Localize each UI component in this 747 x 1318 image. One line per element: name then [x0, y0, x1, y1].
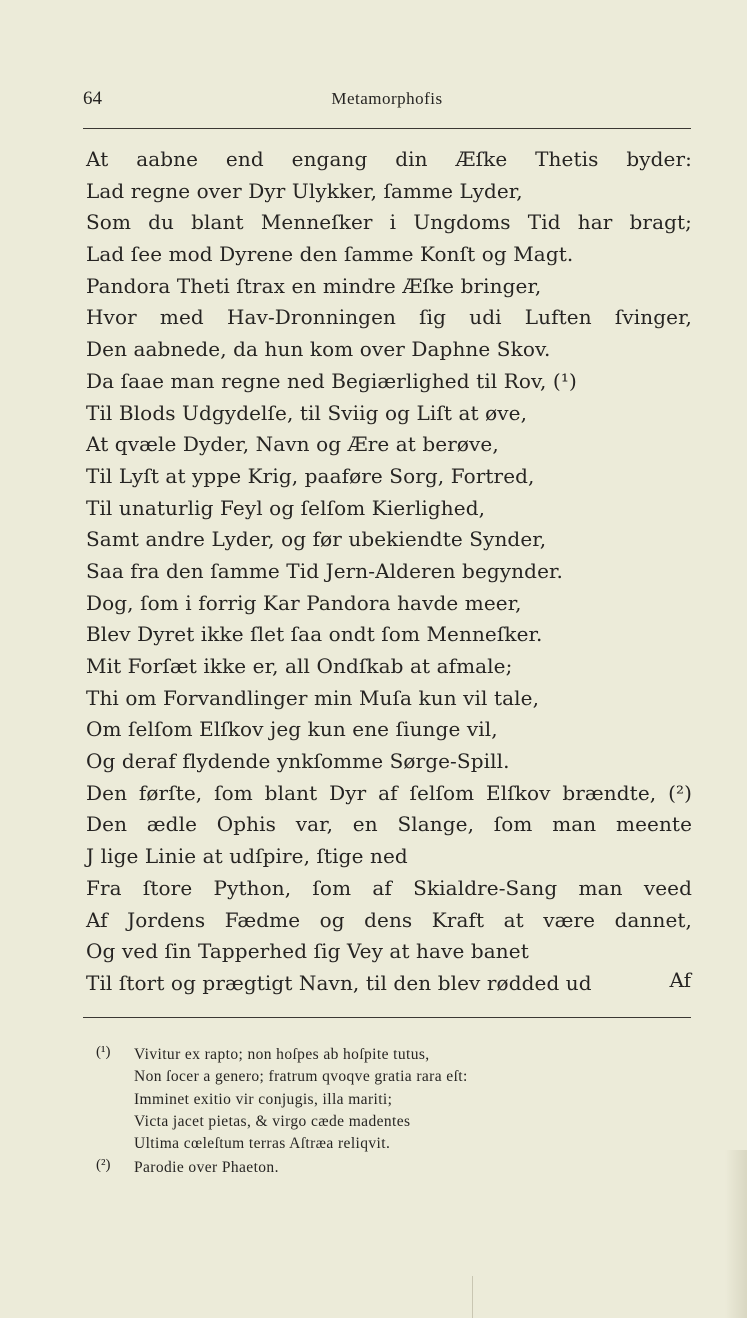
poem-line: Den ædle Ophis var, en Slange, ſom man meente: [86, 812, 692, 837]
poem-line: Da ſaae man regne ned Begiærlighed til Rov, (¹): [86, 368, 577, 393]
poem-line: Og deraf flydende ynkſomme Sørge-Spill.: [86, 749, 510, 774]
poem-text: [86, 144, 692, 1000]
footnote: [96, 1044, 616, 1155]
poem-line: Til ſtort og prægtigt Navn, til den blev rødded ud: [86, 970, 592, 995]
poem-line: Saa fra den ſamme Tid Jern-Alderen begynder.: [86, 558, 563, 583]
header-rule: [83, 128, 691, 129]
footnote-line: Non ſocer a genero; fratrum qvoqve gratia rara eſt:: [134, 1068, 468, 1086]
footnote-line: Vivitur ex rapto; non hoſpes ab hoſpite tutus,: [134, 1046, 430, 1063]
poem-line: Mit Forſæt ikke er, all Ondſkab at afmale;: [86, 654, 513, 678]
footnote-line: Ultima cœleſtum terras Aſtræa reliqvit.: [134, 1135, 391, 1153]
footnote: [96, 1157, 616, 1179]
poem-line: Dog, ſom i forrig Kar Pandora havde meer,: [86, 590, 522, 615]
page-header: [83, 88, 691, 118]
footnote-line: Imminet exitio vir conjugis, illa mariti;: [134, 1090, 393, 1108]
poem-line: Til Lyſt at yppe Krig, paaføre Sorg, Fortred,: [86, 463, 535, 488]
poem-line: Til Blods Udgydelſe, til Sviig og Liſt at øve,: [86, 400, 528, 425]
poem-line: Blev Dyret ikke ſlet ſaa ondt ſom Menneſker.: [86, 622, 543, 647]
running-title: Metamorphofis: [331, 89, 443, 108]
footnote-mark: (¹): [96, 1044, 111, 1060]
footnote-rule: [83, 1017, 691, 1018]
poem-line: At aabne end engang din Æſke Thetis byder:: [86, 147, 692, 171]
poem-line: Fra ſtore Python, ſom af Skialdre-Sang man veed: [86, 875, 692, 900]
footnote-mark: (²): [96, 1157, 111, 1174]
poem-line: Til unaturlig Feyl og ſelſom Kierlighed,: [86, 495, 486, 520]
poem-line: Af Jordens Fædme og dens Kraft at være dannet,: [86, 907, 692, 932]
poem-line: Den førſte, ſom blant Dyr af ſelſom Elſkov brændte, (²): [86, 780, 692, 805]
catchword: Af: [669, 968, 691, 992]
poem-line: Thi om Forvandlinger min Muſa kun vil tale,: [86, 685, 540, 710]
poem-line: Om ſelſom Elſkov jeg kun ene ſiunge vil,: [86, 717, 498, 742]
poem-line: Som du blant Menneſker i Ungdoms Tid har bragt;: [86, 210, 692, 235]
page-number: 64: [83, 88, 102, 109]
page-curl-shadow: [725, 1150, 747, 1318]
poem-line: Den aabnede, da hun kom over Daphne Skov.: [86, 337, 551, 362]
footnote-line: Victa jacet pietas, & virgo cæde madentes: [134, 1112, 411, 1130]
poem-line: Samt andre Lyder, og før ubekiendte Synder,: [86, 527, 547, 552]
poem-line: Lad regne over Dyr Ulykker, ſamme Lyder,: [86, 178, 523, 203]
poem-line: Lad ſee mod Dyrene den ſamme Konſt og Magt.: [86, 242, 574, 267]
footnote-line: Parodie over Phaeton.: [134, 1159, 279, 1177]
footnotes: [96, 1044, 616, 1180]
poem-line: Pandora Theti ſtrax en mindre Æſke bringer,: [86, 273, 542, 298]
poem-line: Og ved ſin Tapperhed ſig Vey at have banet: [86, 939, 529, 964]
poem-line: Hvor med Hav-Dronningen ſig udi Luften ſvinger,: [86, 305, 692, 330]
poem-line: At qvæle Dyder, Navn og Ære at berøve,: [86, 432, 499, 457]
page-edge-line: [472, 1276, 473, 1318]
poem-line: J lige Linie at udſpire, ſtige ned: [86, 844, 408, 869]
